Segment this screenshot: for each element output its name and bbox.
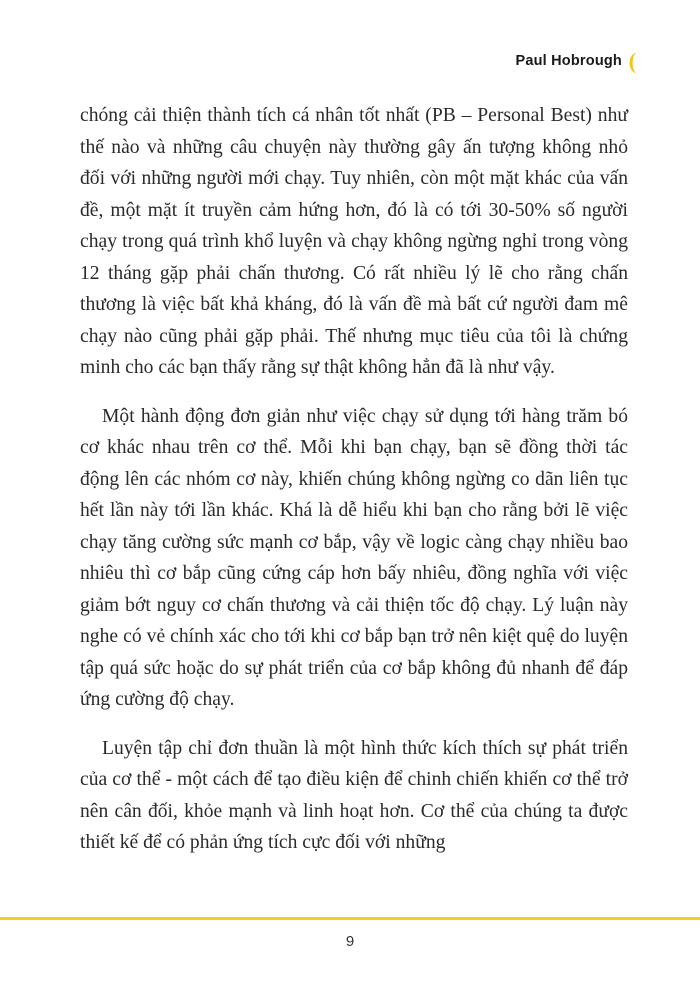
paragraph-3: Luyện tập chỉ đơn thuần là một hình thức kích thích sự phát triển của cơ thể - một cách để tạo điều kiện để chinh chiến khiến cơ thể trở nên cân đối, khỏe mạnh và linh hoạt hơn. Cơ thể của chúng ta được thiết kế để có phản ứng tích cực đối với những [80,737,628,853]
running-head-author: Paul Hobrough [515,53,622,69]
footer-rule [0,917,700,920]
body-text [80,100,628,876]
paragraph-2: Một hành động đơn giản như việc chạy sử dụng tới hàng trăm bó cơ khác nhau trên cơ thể. Mỗi khi bạn chạy, bạn sẽ đồng thời tác động lên các nhóm cơ này, khiến chúng không ngừng co dãn liên tục hết lần này tới lần khác. Khá là dễ hiểu khi bạn cho rằng bởi lẽ việc chạy tăng cường sức mạnh cơ bắp, vậy về logic càng chạy nhiều bao nhiêu thì cơ bắp cũng cứng cáp hơn bấy nhiêu, đồng nghĩa với việc giảm bớt nguy cơ chấn thương và cải thiện tốc độ chạy. Lý luận này nghe có vẻ chính xác cho tới khi cơ bắp bạn trở nên kiệt quệ do luyện tập quá sức hoặc do sự phát triển của cơ bắp không đủ nhanh để đáp ứng cường độ chạy. [80,405,628,710]
crescent-icon [625,52,637,74]
paragraph-1: chóng cải thiện thành tích cá nhân tốt nhất (PB – Personal Best) như thế nào và những câu chuyện này thường gây ấn tượng không nhỏ đối với những người mới chạy. Tuy nhiên, còn một mặt khác của vấn đề, một mặt ít truyền cảm hứng hơn, đó là có tới 30-50% số người chạy trong quá trình khổ luyện và chạy không ngừng nghỉ trong vòng 12 tháng gặp phải chấn thương. Có rất nhiều lý lẽ cho rằng chấn thương là việc bất khả kháng, đó là vấn đề mà bất cứ người đam mê chạy nào cũng phải gặp phải. Thế nhưng mục tiêu của tôi là chứng minh cho các bạn thấy rằng sự thật không hẳn đã là như vậy. [80,105,628,378]
page-number: 9 [345,933,355,950]
